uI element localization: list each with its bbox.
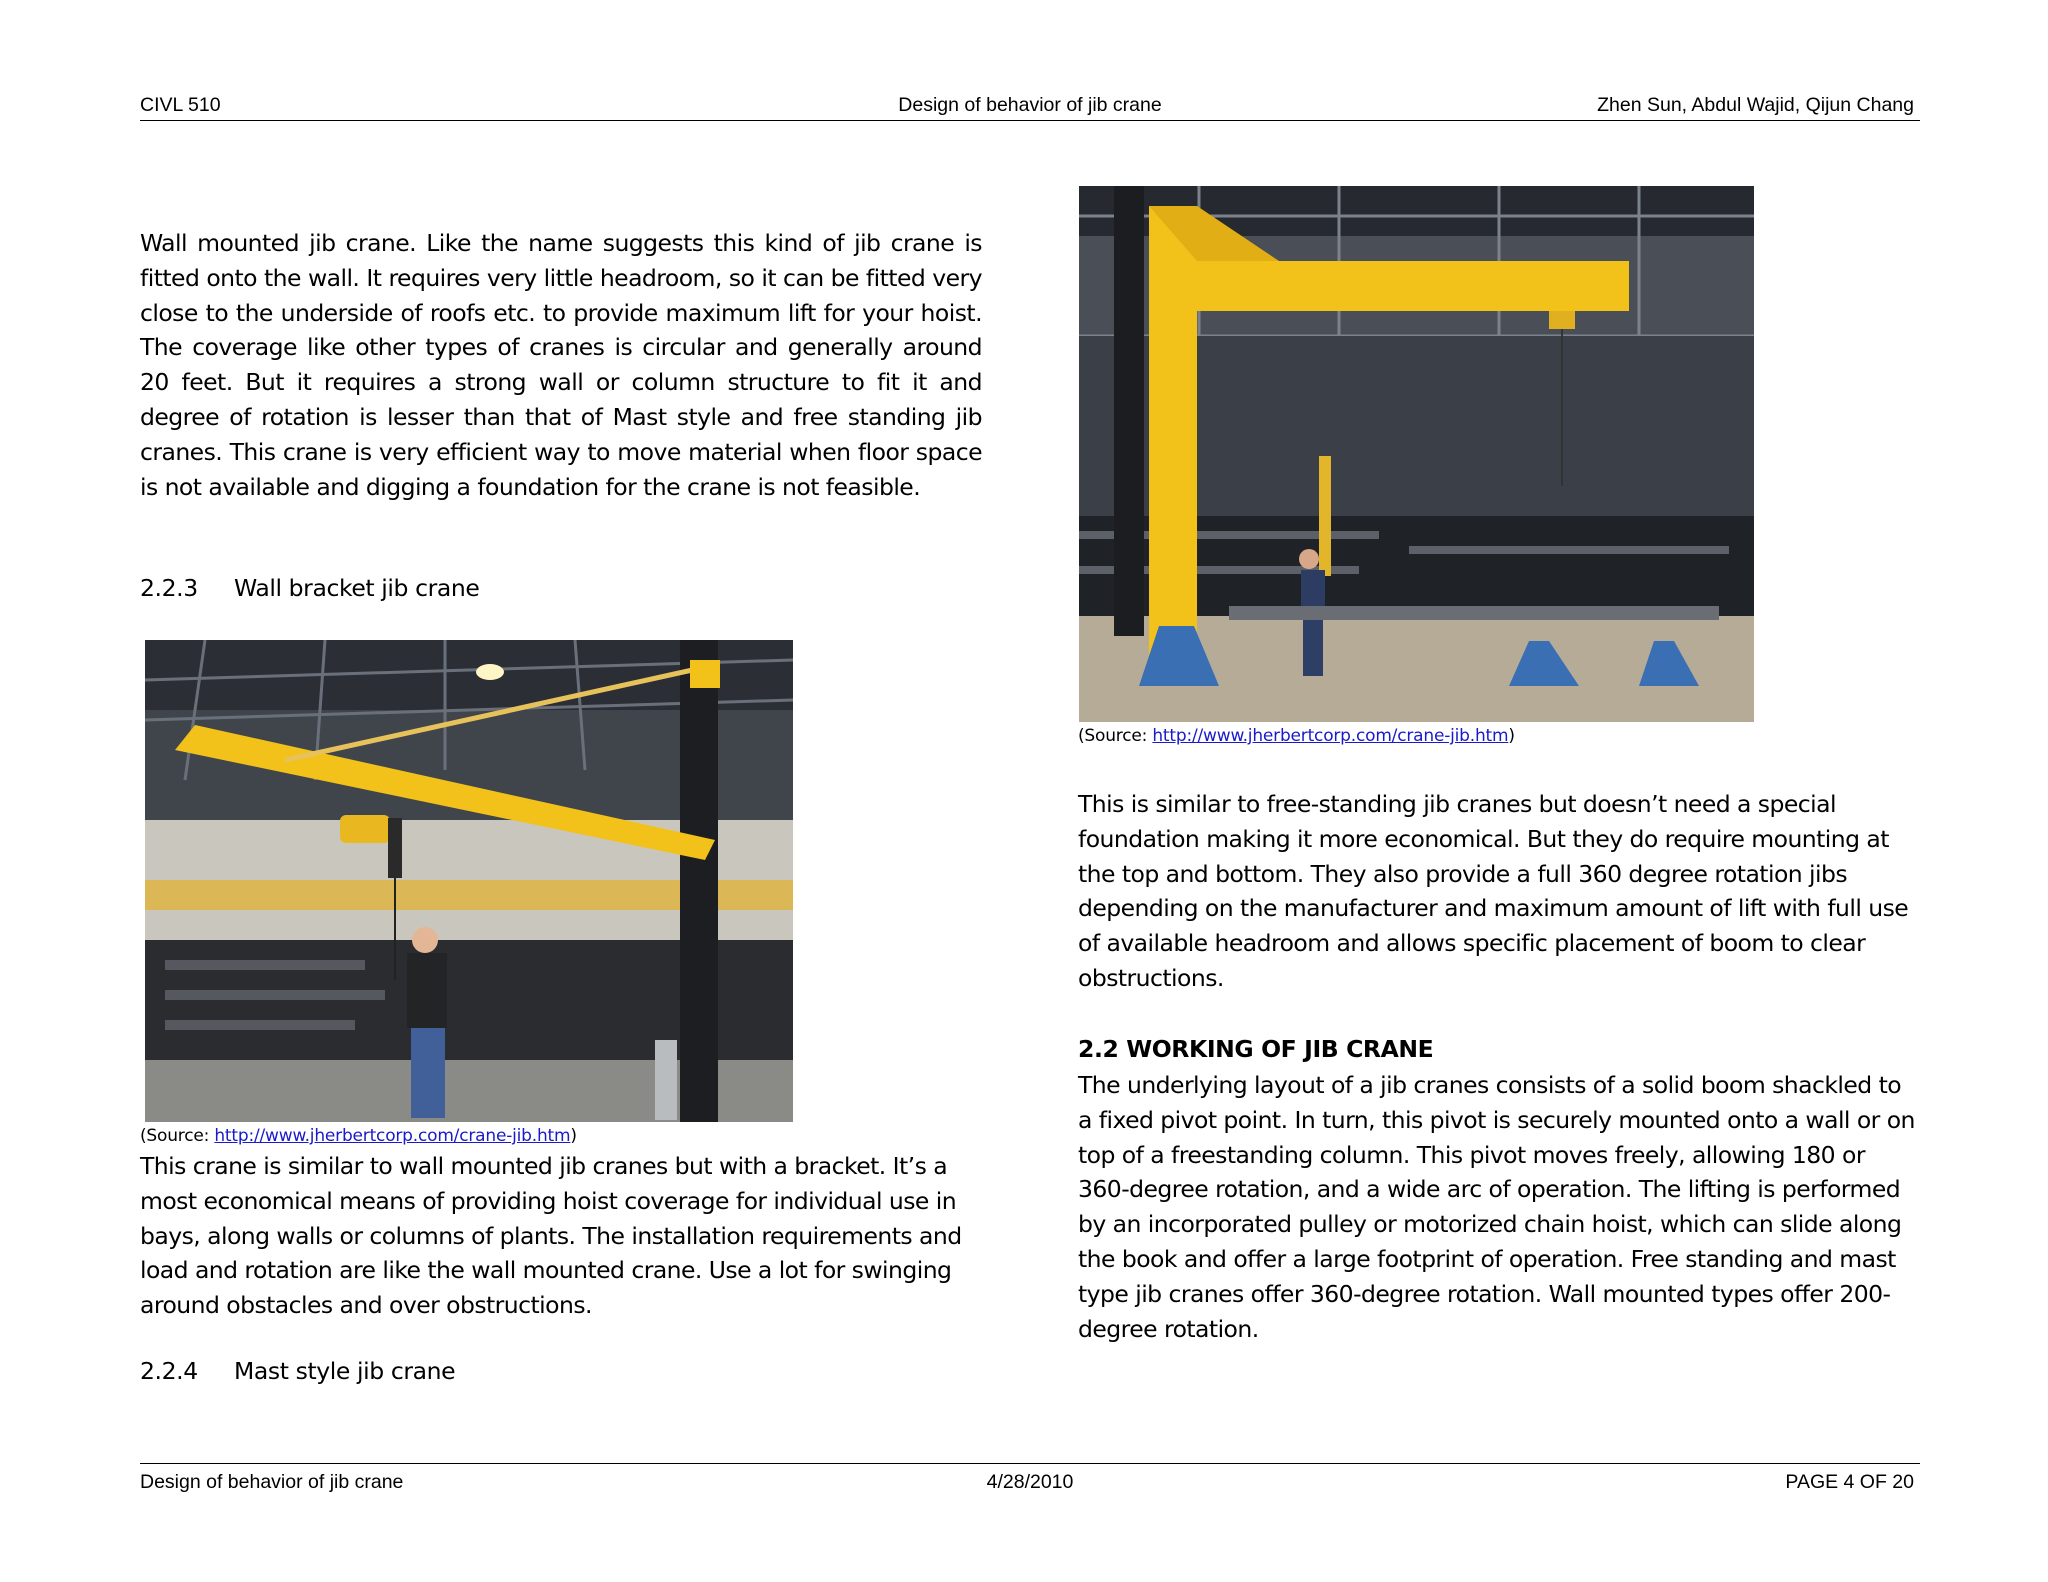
wall-bracket-paragraph: This crane is similar to wall mounted jib cranes but with a bracket. It’s a most economical means of providing hoist coverage for individual use in bays, along walls or columns of plants. The installation requirements and load and rotation are like the wall mounted crane. Use a lot for swinging around obstacles and over obstructions. bbox=[140, 1152, 962, 1320]
header-authors: Zhen Sun, Abdul Wajid, Qijun Chang bbox=[1597, 94, 1914, 116]
page-header bbox=[140, 93, 1920, 121]
section-2-2-4-heading bbox=[140, 1357, 455, 1385]
source-link[interactable]: http://www.jherbertcorp.com/crane-jib.htm bbox=[214, 1126, 571, 1146]
caption-suffix: ) bbox=[570, 1126, 577, 1146]
wall-mounted-paragraph: Wall mounted jib crane. Like the name suggests this kind of jib crane is fitted onto the wall. It requires very little headroom, so it can be fitted very close to the underside of roofs etc. to provide maximum lift for your hoist. The coverage like other types of cranes is circular and generally around 20 feet. But it requires a strong wall or column structure to fit it and degree of rotation is lesser than that of Mast style and free standing jib cranes. This crane is very efficient way to move material when floor space is not available and digging a foundation for the crane is not feasible. bbox=[140, 229, 982, 501]
caption-suffix: ) bbox=[1508, 726, 1515, 746]
section-title: Wall bracket jib crane bbox=[234, 574, 480, 602]
caption-prefix: (Source: bbox=[1078, 726, 1153, 746]
caption-prefix: (Source: bbox=[140, 1126, 215, 1146]
section-2-2-3-heading bbox=[140, 574, 479, 602]
wall-bracket-jib-crane-photo bbox=[145, 640, 793, 1122]
footer-date: 4/28/2010 bbox=[986, 1471, 1074, 1493]
source-link[interactable]: http://www.jherbertcorp.com/crane-jib.htm bbox=[1152, 726, 1509, 746]
mast-style-jib-crane-photo bbox=[1079, 186, 1754, 722]
footer-page-number: PAGE 4 OF 20 bbox=[1785, 1471, 1914, 1493]
section-number: 2.2.3 bbox=[140, 574, 198, 602]
section-title: Mast style jib crane bbox=[234, 1357, 456, 1385]
mast-style-photo-caption bbox=[1078, 726, 1515, 746]
working-of-jib-crane-heading: 2.2 WORKING OF JIB CRANE bbox=[1078, 1035, 1434, 1063]
footer-title: Design of behavior of jib crane bbox=[140, 1471, 404, 1493]
header-course: CIVL 510 bbox=[140, 94, 221, 116]
wall-bracket-photo-caption bbox=[140, 1126, 577, 1146]
mast-style-paragraph: This is similar to free-standing jib cranes but doesn’t need a special foundation making it more economical. But they do require mounting at the top and bottom. They also provide a full 360 degree rotation jibs depending on the manufacturer and maximum amount of lift with full use of available headroom and allows specific placement of boom to clear obstructions. bbox=[1078, 790, 1909, 992]
section-number: 2.2.4 bbox=[140, 1357, 198, 1385]
working-paragraph: The underlying layout of a jib cranes consists of a solid boom shackled to a fixed pivot point. In turn, this pivot is securely mounted onto a wall or on top of a freestanding column. This pivot moves freely, allowing 180 or 360-degree rotation, and a wide arc of operation. The lifting is performed by an incorporated pulley or motorized chain hoist, which can slide along the book and offer a large footprint of operation. Free standing and mast type jib cranes offer 360-degree rotation. Wall mounted types offer 200-degree rotation. bbox=[1078, 1071, 1915, 1343]
page-footer bbox=[140, 1463, 1920, 1500]
header-title: Design of behavior of jib crane bbox=[898, 94, 1162, 116]
